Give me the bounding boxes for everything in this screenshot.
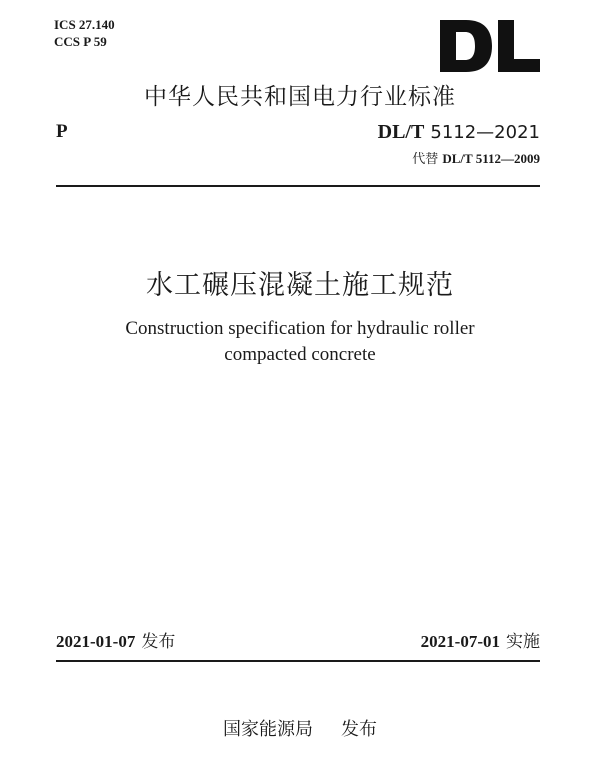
bottom-divider	[56, 660, 540, 662]
title-chinese: 水工碾压混凝土施工规范	[146, 270, 454, 301]
replaces-label: 代替	[412, 152, 439, 167]
replaces-code: DL/T 5112—2009	[442, 151, 540, 166]
dl-logo	[440, 20, 540, 72]
standard-num: 5112—2021	[430, 122, 540, 143]
issue-date: 2021-01-07	[56, 632, 136, 651]
standard-number	[378, 120, 540, 145]
implementation-date-line	[421, 630, 540, 654]
standard-code: DL/T	[377, 121, 425, 143]
title-english-line1: Construction specification for hydraulic roller	[125, 318, 475, 339]
issue-label: 发布	[141, 632, 176, 652]
replaces-line	[412, 150, 540, 168]
category-code: P	[56, 121, 68, 142]
industry-standard-title: 中华人民共和国电力行业标准	[144, 84, 456, 110]
implementation-date: 2021-07-01	[420, 632, 500, 651]
top-divider	[56, 185, 540, 187]
publisher-action: 发布	[341, 719, 377, 740]
title-english-line2: compacted concrete	[224, 344, 376, 365]
ccs-code: CCS P 59	[54, 34, 107, 49]
publisher-name: 国家能源局	[223, 719, 313, 740]
implementation-label: 实施	[506, 632, 540, 652]
issue-date-line	[56, 630, 175, 654]
publisher-line	[0, 718, 600, 742]
ics-code: ICS 27.140	[54, 17, 115, 32]
